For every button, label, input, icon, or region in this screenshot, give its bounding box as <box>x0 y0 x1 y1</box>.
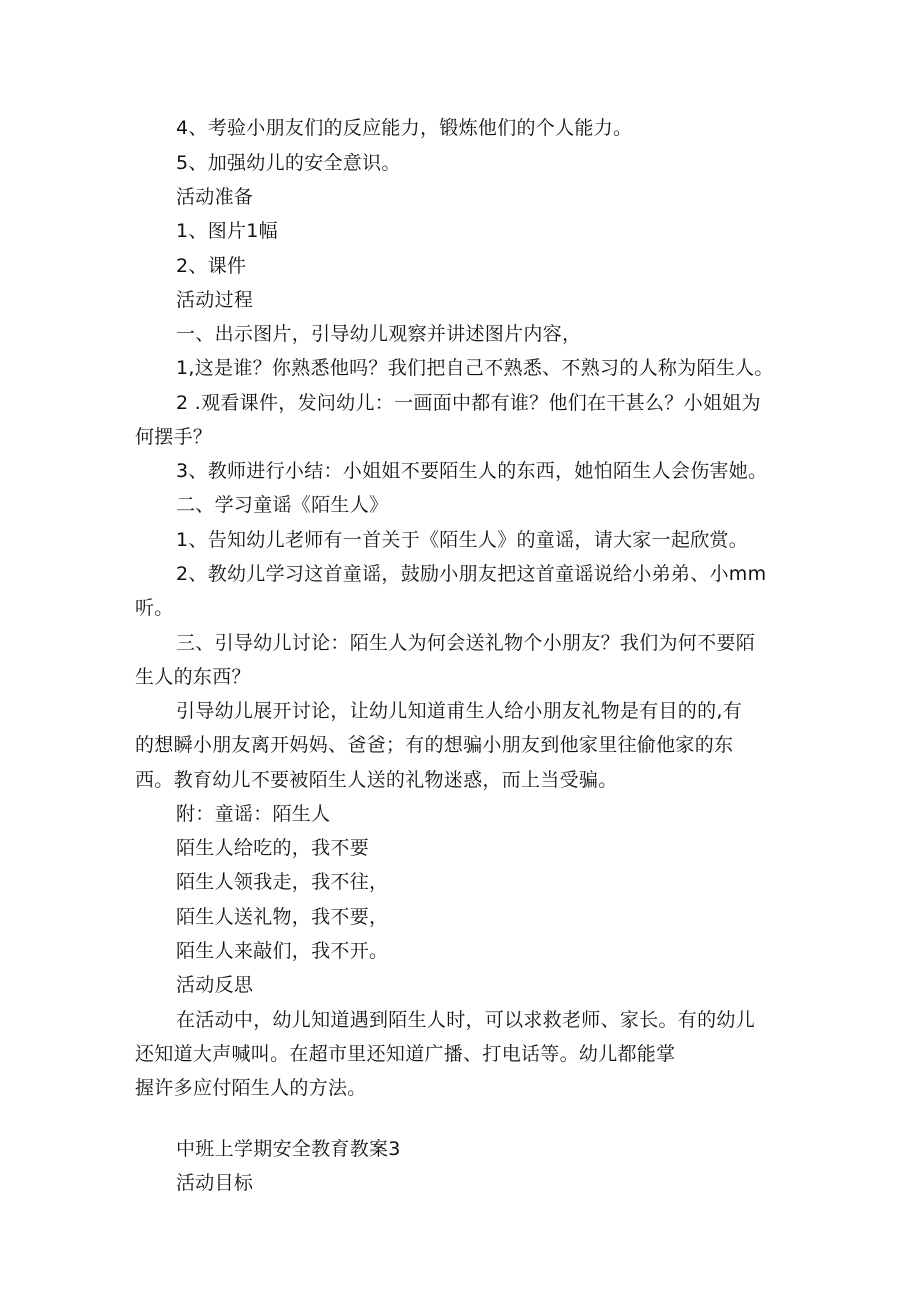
section-heading: 二、学习童谣《陌生人》 <box>176 494 389 516</box>
text-line: 何摆手？ <box>135 426 213 448</box>
text-line: 西。教育幼儿不要被陌生人送的礼物迷惑，而上当受骗。 <box>135 769 618 791</box>
text-line: 生人的东西？ <box>135 666 251 688</box>
text-line: 握许多应付陌生人的方法。 <box>135 1077 367 1099</box>
text-line: 三、引导幼儿讨论：陌生人为何会送礼物个小朋友？我们为何不要陌 <box>176 632 756 654</box>
text-line: 4、考验小朋友们的反应能力，锻炼他们的个人能力。 <box>176 117 633 139</box>
text-line: 1、图片1幅 <box>176 220 278 242</box>
text-line: 还知道大声喊叫。在超市里还知道广播、打电话等。幼儿都能掌 <box>135 1043 676 1065</box>
section-heading: 活动反思 <box>176 974 254 996</box>
text-line: 附：童谣：陌生人 <box>176 803 331 825</box>
text-line: 1、告知幼儿老师有一首关于《陌生人》的童谣，请大家一起欣赏。 <box>176 529 749 551</box>
text-line: 听。 <box>135 597 174 619</box>
section-heading: 活动准备 <box>176 186 254 208</box>
text-line: 陌生人送礼物，我不要， <box>176 906 389 928</box>
section-heading: 活动目标 <box>176 1172 254 1194</box>
text-line: 陌生人领我走，我不往， <box>176 871 389 893</box>
section-heading: 活动过程 <box>176 289 254 311</box>
text-line: 陌生人来敲们，我不开。 <box>176 940 389 962</box>
text-line: 的想瞬小朋友离开妈妈、爸爸；有的想骗小朋友到他家里往偷他家的东 <box>135 734 734 756</box>
document-title: 中班上学期安全教育教案3 <box>176 1138 401 1160</box>
text-line: 引导幼儿展开讨论，让幼儿知道甫生人给小朋友礼物是有目的的,有 <box>176 700 743 722</box>
text-line: 2、课件 <box>176 255 247 277</box>
text-line: 一、出示图片，引导幼儿观察并讲述图片内容， <box>176 323 582 345</box>
text-line: 在活动中，幼儿知道遇到陌生人时，可以求救老师、家长。有的幼儿 <box>176 1009 756 1031</box>
text-line: 2 .观看课件，发问幼儿：一画面中都有谁？他们在干甚么？小姐姐为 <box>176 392 761 414</box>
text-line: 陌生人给吃的，我不要 <box>176 837 370 859</box>
text-line: 1,这是谁？你熟悉他吗？我们把自己不熟悉、不熟习的人称为陌生人。 <box>176 357 774 379</box>
text-line: 3、教师进行小结：小姐姐不要陌生人的东西，她怕陌生人会伤害她。 <box>176 460 768 482</box>
text-line: 2、教幼儿学习这首童谣，鼓励小朋友把这首童谣说给小弟弟、小mm <box>176 563 767 585</box>
text-line: 5、加强幼儿的安全意识。 <box>176 152 401 174</box>
